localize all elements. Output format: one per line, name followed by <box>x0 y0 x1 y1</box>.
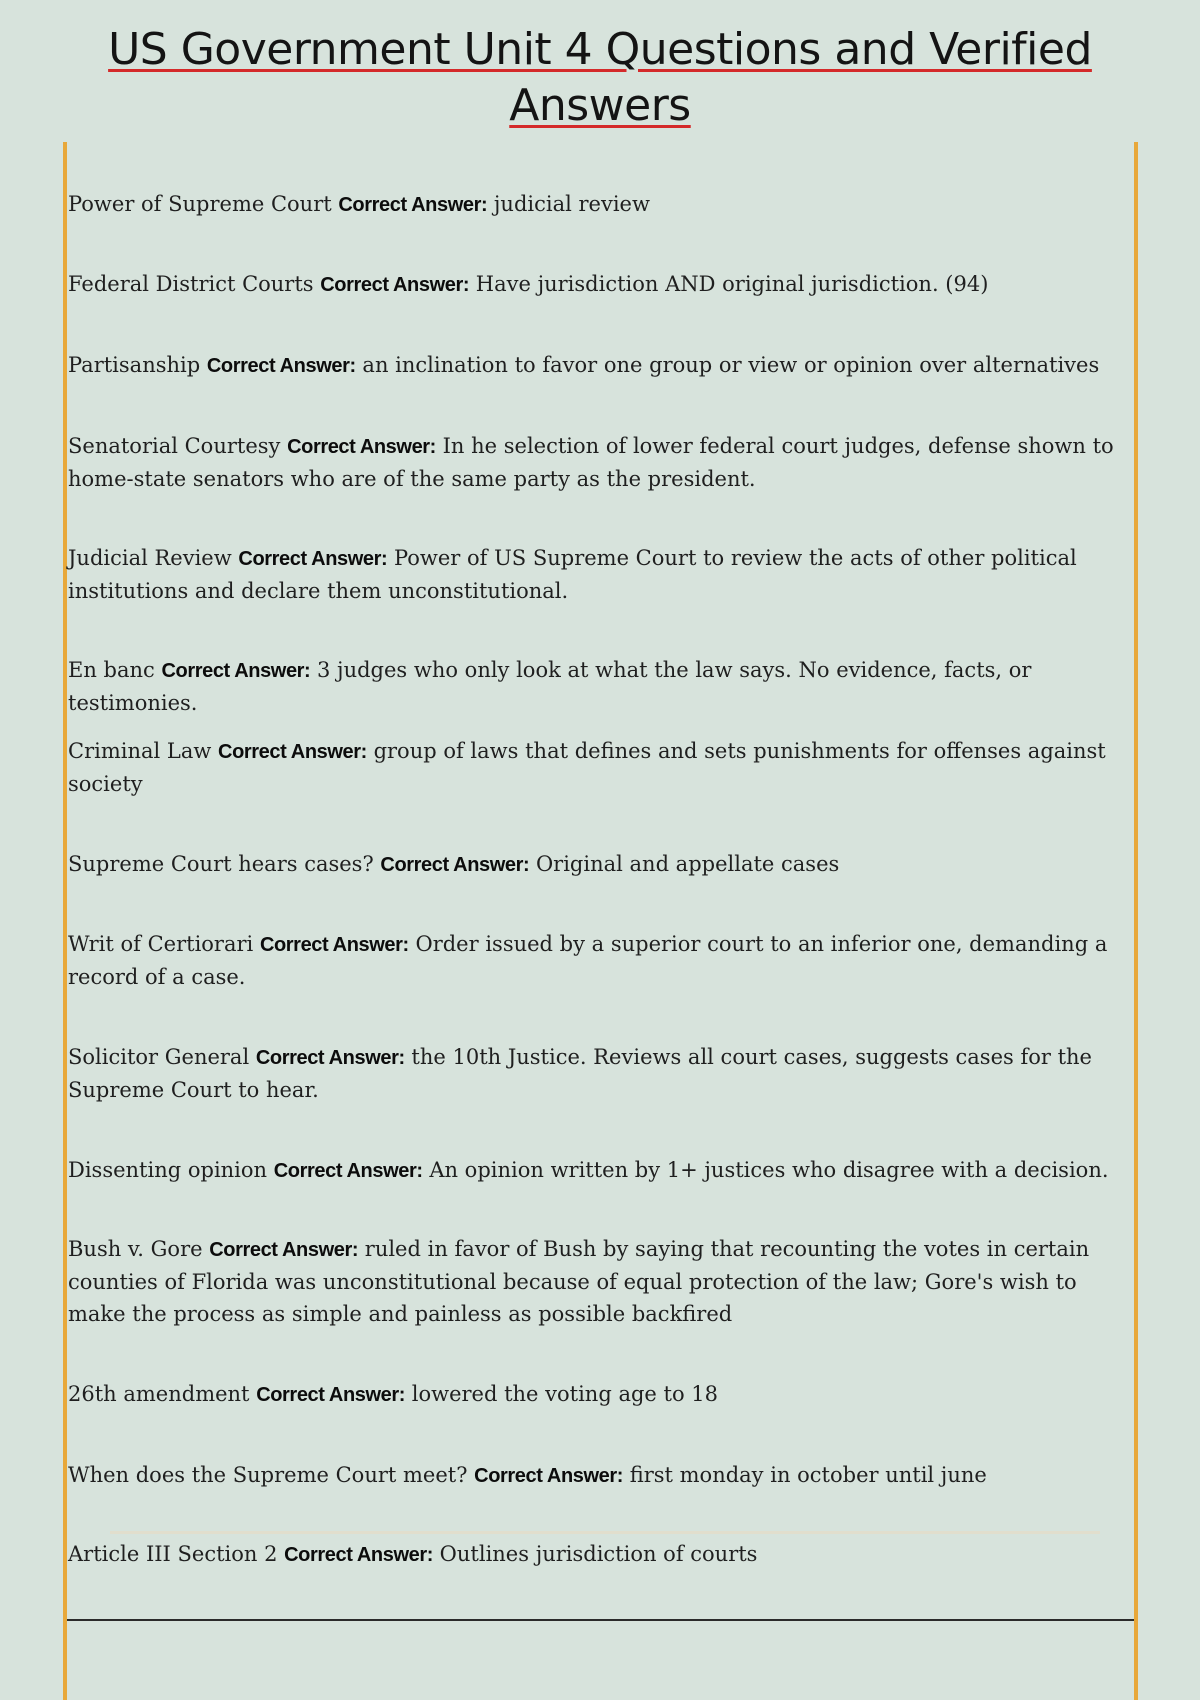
answer-text: In he selection of lower federal court judges, defense shown to home-state senators who are of the same party as the president. <box>68 434 1114 491</box>
qa-item <box>68 1154 1132 1187</box>
answer-label: Correct Answer: <box>338 194 488 216</box>
page-title <box>80 22 1120 134</box>
answer-text: Original and appellate cases <box>535 852 840 876</box>
answer-text: 3 judges who only look at what the law says. No evidence, facts, or testimonies. <box>68 658 1032 715</box>
question-text: Senatorial Courtesy <box>68 434 281 458</box>
bottom-divider <box>67 1619 1134 1621</box>
qa-item <box>68 1041 1132 1106</box>
qa-item <box>68 268 1132 301</box>
answer-label: Correct Answer: <box>238 548 388 570</box>
question-text: Partisanship <box>68 353 201 377</box>
faint-divider <box>110 1531 1100 1534</box>
answer-label: Correct Answer: <box>474 1465 624 1487</box>
answer-label: Correct Answer: <box>209 1239 359 1261</box>
question-text: Solicitor General <box>68 1045 250 1069</box>
qa-item <box>68 1378 1132 1411</box>
question-text: Dissenting opinion <box>68 1158 268 1182</box>
qa-item <box>68 1538 1132 1571</box>
answer-label: Correct Answer: <box>273 1160 423 1182</box>
question-text: Supreme Court hears cases? <box>68 852 374 876</box>
answer-label: Correct Answer: <box>320 274 470 296</box>
qa-item <box>68 848 1132 881</box>
question-text: Federal District Courts <box>68 272 314 296</box>
answer-label: Correct Answer: <box>259 934 409 956</box>
answer-label: Correct Answer: <box>284 1544 433 1566</box>
qa-item <box>68 430 1132 495</box>
qa-item <box>68 188 1132 221</box>
answer-text: lowered the voting age to 18 <box>411 1382 718 1406</box>
answer-text: first monday in october until june <box>629 1463 987 1487</box>
answer-label: Correct Answer: <box>256 1384 406 1406</box>
qa-item <box>68 654 1132 719</box>
answer-text: Outlines jurisdiction of courts <box>439 1542 758 1566</box>
question-text: When does the Supreme Court meet? <box>68 1463 468 1487</box>
answer-text: judicial review <box>493 192 650 216</box>
question-text: Writ of Certiorari <box>68 932 254 956</box>
answer-text: ruled in favor of Bush by saying that recounting the votes in certain counties of Florida was unconstitutional because of equal protection of the law; Gore's wish to make the process as simple and painless as possible backfired <box>68 1237 1090 1326</box>
qa-item <box>68 1233 1132 1330</box>
answer-text: An opinion written by 1+ justices who disagree with a decision. <box>429 1158 1109 1182</box>
answer-text: Order issued by a superior court to an inferior one, demanding a record of a case. <box>68 932 1108 989</box>
question-text: 26th amendment <box>68 1382 250 1406</box>
qa-item <box>68 735 1132 800</box>
qa-item <box>68 349 1132 382</box>
answer-label: Correct Answer: <box>380 854 530 876</box>
answer-text: group of laws that defines and sets punishments for offenses against society <box>68 739 1106 796</box>
question-text: Power of Supreme Court <box>68 192 332 216</box>
answer-text: Have jurisdiction AND original jurisdiction. (94) <box>475 272 989 296</box>
answer-label: Correct Answer: <box>206 355 356 377</box>
answer-text: the 10th Justice. Reviews all court cases, suggests cases for the Supreme Court to hear. <box>68 1045 1092 1102</box>
question-text: Article III Section 2 <box>68 1542 278 1566</box>
answer-label: Correct Answer: <box>161 660 311 682</box>
answer-text: an inclination to favor one group or view or opinion over alternatives <box>362 353 1100 377</box>
page-title-text: US Government Unit 4 Questions and Verified Answers <box>108 24 1092 131</box>
answer-label: Correct Answer: <box>255 1047 405 1069</box>
question-text: En banc <box>68 658 155 682</box>
question-text: Bush v. Gore <box>68 1237 203 1261</box>
question-text: Judicial Review <box>68 546 232 570</box>
right-border-rule <box>1134 142 1138 1700</box>
answer-text: Power of US Supreme Court to review the acts of other political institutions and declare them unconstitutional. <box>68 546 1077 603</box>
left-border-rule <box>63 142 67 1700</box>
qa-item <box>68 542 1132 607</box>
qa-item <box>68 1459 1132 1492</box>
answer-label: Correct Answer: <box>287 436 436 458</box>
question-text: Criminal Law <box>68 739 212 763</box>
answer-label: Correct Answer: <box>218 741 367 763</box>
qa-item <box>68 928 1132 993</box>
